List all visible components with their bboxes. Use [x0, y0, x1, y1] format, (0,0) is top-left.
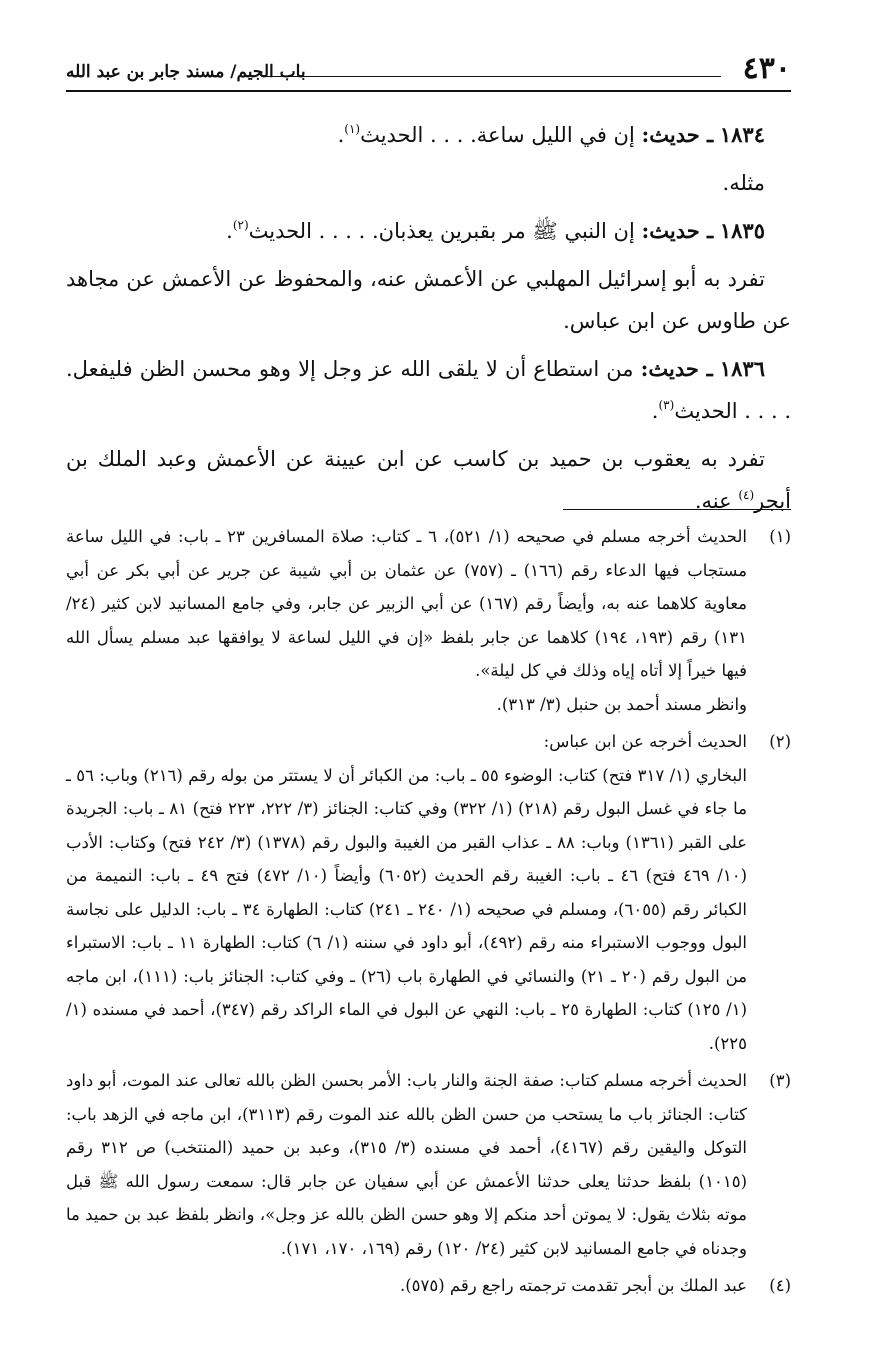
- footnote-4: [66, 1269, 791, 1303]
- footnote-mark: (٤): [769, 1276, 791, 1295]
- hadith-note: تفرد به أبو إسرائيل المهلبي عن الأعمش عنه، والمحفوظ عن الأعمش عن مجاهد عن طاوس عن ابن عباس.: [66, 267, 791, 333]
- hadith-end: .: [226, 219, 233, 243]
- footnote-1: [66, 520, 791, 721]
- footnote-2: [66, 725, 791, 1060]
- hadith-1834: [66, 114, 791, 156]
- hadith-number: ١٨٣٤: [719, 122, 765, 147]
- hadith-note: مثله.: [722, 171, 765, 195]
- hadith-1835: [66, 210, 791, 252]
- footnote-paragraph: البخاري (١/ ٣١٧ فتح) كتاب: الوضوء ٥٥ ـ باب: من الكبائر أن لا يستتر من بوله رقم (٢١٦) وباب: ٥٦ ـ ما جاء في غسل البول رقم (٢١٨) (١/ ٣٢٢) وفي كتاب: الجنائز (٣/ ٢٢٢، ٢٢٣ فتح) ٨١ ـ باب: الجريدة على القبر (١٣٦١) وباب: ٨٨ ـ عذاب القبر من الغيبة والبول رقم (١٣٧٨) (٣/ ٢٤٢ فتح) وكتاب: الأدب (١٠/ ٤٦٩ فتح) ٤٦ ـ باب: الغيبة رقم الحديث (٦٠٥٢) وأيضاً (١٠/ ٤٧٢) فتح ٤٩ ـ باب: النميمة من الكبائر رقم (٦٠٥٥)، ومسلم في صحيحه (١/ ٢٤٠ ـ ٢٤١) كتاب: الطهارة ٣٤ ـ باب: الدليل على نجاسة البول ووجوب الاستبراء منه رقم (٤٩٢)، أبو داود في سننه (١/ ٦) كتاب: الطهارة ١١ ـ باب: الاستبراء من البول رقم (٢٠ ـ ٢١) والنسائي في الطهارة باب (٢٦) ـ وفي كتاب: الجنائز باب: (١١١)، ابن ماجه (١/ ١٢٥) كتاب: الطهارة ٢٥ ـ باب: النهي عن البول في الماء الراكد رقم (٣٤٧)، أحمد في مسنده (١/ ٢٢٥).: [66, 765, 748, 1053]
- footnote-ref: (٢): [232, 218, 249, 232]
- footnote-paragraph: الحديث أخرجه مسلم كتاب: صفة الجنة والنار باب: الأمر بحسن الظن بالله تعالى عند الموت، أبو داود كتاب: الجنائز باب ما يستحب من حسن الظن بالله عند الموت رقم (٣١١٣)، ابن ماجه في الزهد باب: التوكل واليقين رقم (٤١٦٧)، أحمد في مسنده (٣/ ٣١٥)، وعبد بن حميد (المنتخب) ص ٣١٢ رقم (١٠١٥) بلفظ حدثنا يعلى حدثنا الأعمش عن أبي سفيان عن جابر قال: سمعت رسول الله ﷺ قبل موته بثلاث يقول: لا يموتن أحد منكم إلا وهو حسن الظن بالله عز وجل»، وانظر بلفظ عبد بن حميد ما وجدناه في جامع المسانيد لابن كثير (٢٤/ ١٢٠) رقم (١٦٩، ١٧٠، ١٧١).: [66, 1071, 747, 1258]
- hadith-number: ١٨٣٦: [719, 356, 765, 381]
- main-text: [66, 114, 791, 528]
- page-header: [66, 50, 791, 90]
- footnote-separator: [563, 509, 791, 510]
- hadith-text: إن النبي ﷺ مر بقبرين يعذبان. . . . . الحديث: [248, 219, 635, 243]
- footnote-paragraph: الحديث أخرجه مسلم في صحيحه (١/ ٥٢١)، ٦ ـ كتاب: صلاة المسافرين ٢٣ ـ باب: في الليل ساعة مستجاب فيها الدعاء رقم (١٦٦) ـ (٧٥٧) عن عثمان بن أبي شيبة عن جرير عن أبي بكر عن أبي معاوية كلاهما عنه به، وأيضاً رقم (١٦٧) عن أبي الزبير عن جابر، وفي جامع المسانيد لابن كثير (٢٤/ ١٣١) رقم (١٩٣، ١٩٤) كلاهما عن جابر بلفظ «إن في الليل لساعة لا يوافقها عبد مسلم يسأل الله فيها خيراً إلا أتاه إياه وذلك في كل ليلة».: [66, 527, 748, 680]
- footnote-paragraph: عبد الملك بن أبجر تقدمت ترجمته راجع رقم (٥٧٥).: [399, 1276, 747, 1295]
- footnote-mark: (٣): [769, 1071, 791, 1090]
- hadith-end: .: [337, 123, 345, 147]
- hadith-text: من استطاع أن لا يلقى الله عز وجل إلا وهو محسن الظن فليفعل. . . . . الحديث: [66, 357, 791, 423]
- hadith-number: ١٨٣٥: [719, 218, 765, 243]
- hadith-text: إن في الليل ساعة. . . . الحديث: [360, 123, 635, 147]
- footnote-mark: (١): [769, 527, 791, 546]
- page-number: ٤٣٠: [742, 51, 791, 86]
- footnote-3: [66, 1064, 791, 1265]
- hadith-label: ـ حديث:: [641, 122, 714, 147]
- footnote-paragraph: وانظر مسند أحمد بن حنبل (٣/ ٣١٣).: [496, 694, 747, 714]
- footnote-ref: (٣): [658, 398, 675, 412]
- hadith-note-text: تفرد به يعقوب بن حميد بن كاسب عن ابن عيينة عن الأعمش وعبد الملك بن أبجر: [66, 447, 791, 513]
- hadith-1836: [66, 348, 791, 432]
- hadith-label: ـ حديث:: [640, 356, 713, 381]
- footnote-mark: (٢): [769, 732, 791, 751]
- running-title: باب الجيم/ مسند جابر بن عبد الله: [66, 62, 306, 82]
- footnote-ref: (١): [344, 122, 361, 136]
- header-rule: [66, 90, 791, 92]
- hadith-note-end: عنه.: [694, 489, 739, 513]
- footnotes: [66, 520, 791, 1307]
- footnote-paragraph: الحديث أخرجه عن ابن عباس:: [543, 732, 747, 751]
- hadith-end: .: [651, 399, 659, 423]
- header-dash-line: [266, 76, 721, 77]
- hadith-label: ـ حديث:: [641, 218, 714, 243]
- footnote-ref: (٤): [738, 488, 755, 502]
